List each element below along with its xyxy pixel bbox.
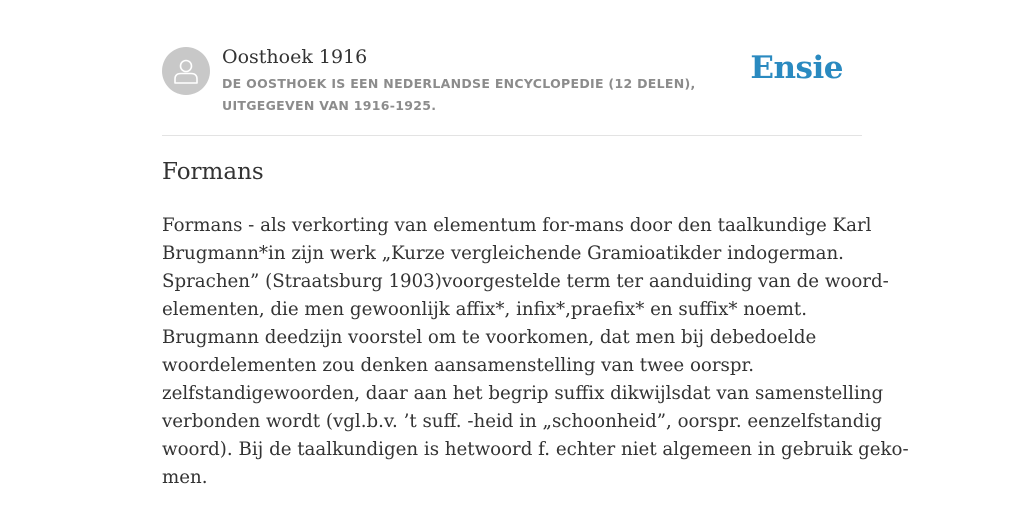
entry-body: [162, 212, 909, 492]
entry-body-line: verbonden wordt (vgl.b.v. ’t suff. -heid in „schoonheid”, oorspr. eenzelfstandig: [162, 411, 882, 432]
entry-body-line: Sprachen” (Straatsburg 1903)voorgestelde term ter aanduiding van de woord-: [162, 271, 889, 292]
entry-body-line: Brugmann deedzijn voorstel om te voorkomen, dat men bij debedoelde: [162, 327, 817, 348]
ensie-logo[interactable]: Ensie: [750, 50, 843, 86]
entry-body-line: woord). Bij de taalkundigen is hetwoord f. echter niet algemeen in gebruik geko-: [162, 439, 909, 460]
source-header: [162, 44, 862, 136]
source-description: DE OOSTHOEK IS EEN NEDERLANDSE ENCYCLOPEDIE (12 DELEN), UITGEGEVEN VAN 1916-1925.: [222, 76, 696, 113]
source-avatar[interactable]: [162, 47, 210, 95]
entry-body-line: elementen, die men gewoonlijk affix*, infix*,praefix* en suffix* noemt.: [162, 299, 808, 320]
entry-body-line: zelfstandigewoorden, daar aan het begrip suffix dikwijlsdat van samenstelling: [162, 383, 884, 404]
entry-title: Formans: [162, 159, 264, 185]
user-icon: [171, 56, 201, 86]
entry-body-line: men.: [162, 467, 208, 488]
entry-body-line: woordelementen zou denken aansamenstelling van twee oorspr.: [162, 355, 754, 376]
entry-body-line: Brugmann*in zijn werk „Kurze vergleichende Gramioatikder indogerman.: [162, 243, 844, 264]
entry-body-line: Formans - als verkorting van elementum for-mans door den taalkundige Karl: [162, 215, 872, 236]
source-title[interactable]: Oosthoek 1916: [222, 46, 368, 68]
